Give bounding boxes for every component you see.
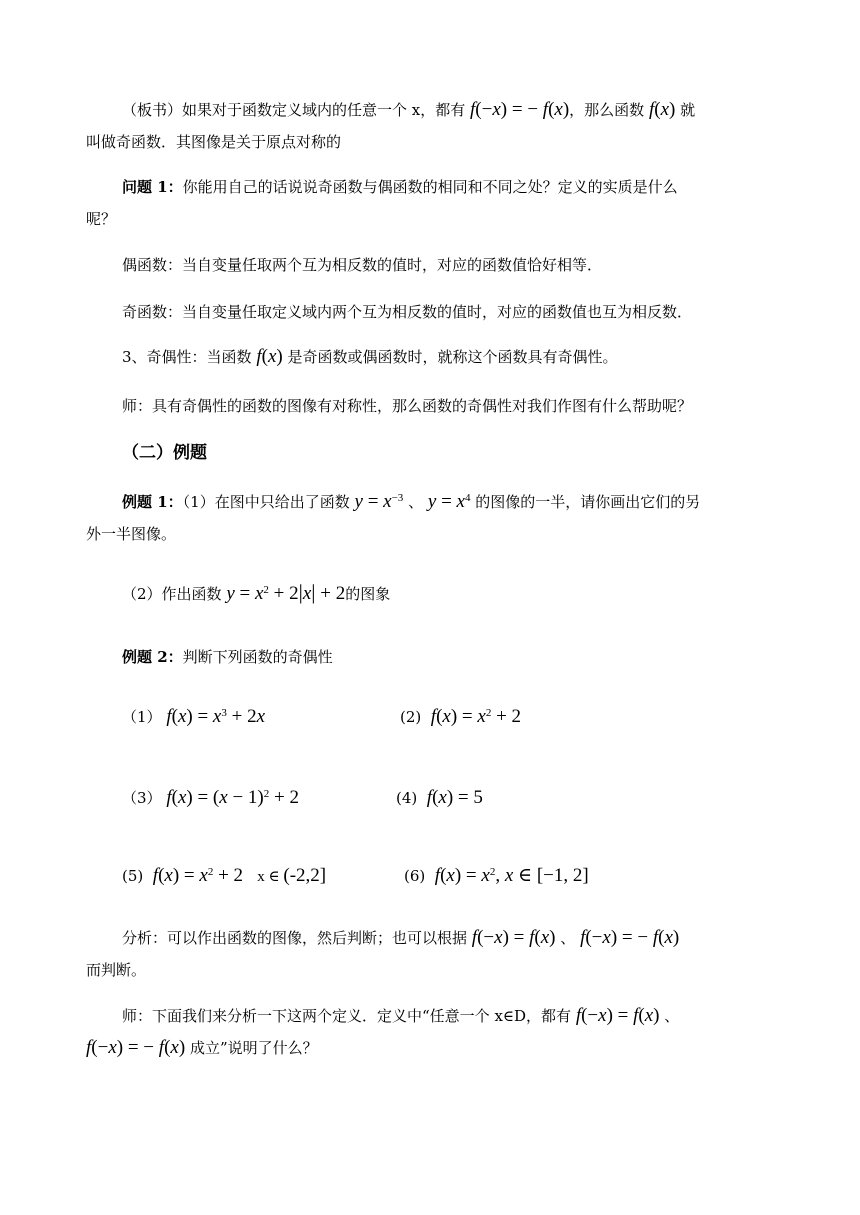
text: 就 bbox=[680, 101, 696, 119]
question-1-line-2: 呢？ bbox=[86, 210, 117, 228]
example-1-part-2 bbox=[122, 580, 822, 606]
odd-function-description: 奇函数：当自变量任取定义域内两个互为相反数的值时，对应的函数值也互为相反数． bbox=[122, 303, 693, 321]
problem-row-3 bbox=[122, 864, 422, 889]
problem-row-2-right bbox=[396, 786, 776, 810]
separator: 、 bbox=[664, 1007, 680, 1025]
text: 的图像的一半，请你画出它们的另 bbox=[475, 493, 701, 511]
formula-fx: f(x) bbox=[648, 99, 676, 120]
problem-row-1-right bbox=[400, 705, 780, 729]
text: 3、奇偶性：当函数 bbox=[122, 348, 252, 366]
definition-line-1 bbox=[122, 98, 822, 122]
analysis-line-2: 而判断。 bbox=[86, 961, 147, 979]
formula-fx: f(x) bbox=[256, 346, 283, 367]
text: 成立”说明了什么？ bbox=[189, 1039, 318, 1057]
text: 是奇函数或偶函数时，就称这个函数具有奇偶性。 bbox=[287, 348, 618, 366]
definition-line-2: 叫做奇函数．其图像是关于原点对称的 bbox=[86, 133, 342, 151]
text: 判断下列函数的奇偶性 bbox=[182, 648, 333, 666]
analysis-line-1 bbox=[122, 926, 822, 950]
teacher-question-2-line-2 bbox=[86, 1036, 786, 1060]
question-1-label: 问题 1： bbox=[122, 178, 183, 196]
problem-row-3-right bbox=[404, 864, 784, 888]
text: 分析：可以作出函数的图像，然后判断；也可以根据 bbox=[122, 929, 468, 947]
teacher-question-2-line-1 bbox=[122, 1004, 822, 1028]
formula-problem-2: $f(x) = x^2 + 2$ bbox=[430, 706, 522, 727]
problem-number-6: (6) bbox=[404, 867, 426, 885]
example-2-label: 例题 2： bbox=[122, 648, 183, 666]
formula-problem-3: $f(x) = (x - 1)^2 + 2$ bbox=[166, 787, 299, 808]
problem-number-5: (5) bbox=[122, 867, 144, 885]
problem-number-1: （1） bbox=[122, 708, 162, 726]
text: （板书）如果对于函数定义域内的任意一个 x，都有 bbox=[122, 101, 466, 119]
formula-odd-definition: f(−x) = − f(x) bbox=[470, 99, 570, 120]
text: （1）在图中只给出了函数 bbox=[182, 493, 350, 511]
text: （2）作出函数 bbox=[122, 585, 222, 603]
question-1-line-1 bbox=[122, 175, 822, 199]
formula-x-4: $y = x^4$ bbox=[427, 491, 471, 512]
example-1-label: 例题 1： bbox=[122, 493, 183, 511]
example-2-line bbox=[122, 645, 822, 669]
separator: 、 bbox=[408, 493, 424, 511]
formula-problem-5: $f(x) = x^2 + 2$ x ∈ (-2,2] bbox=[152, 865, 327, 886]
teacher-question-1: 师：具有奇偶性的函数的图像有对称性，那么函数的奇偶性对我们作图有什么帮助呢？ bbox=[122, 397, 693, 415]
formula-even-condition: f(−x) = f(x) bbox=[471, 927, 556, 948]
formula-even-condition: f(−x) = f(x) bbox=[575, 1005, 660, 1026]
formula-odd-condition: f(−x) = − f(x) bbox=[86, 1037, 186, 1058]
formula-x-minus-3: $y = x^{-3}$ bbox=[354, 491, 404, 512]
formula-problem-1: $f(x) = x^3 + 2x$ bbox=[166, 706, 266, 727]
section-heading-examples: （二）例题 bbox=[122, 443, 207, 463]
formula-problem-6: $f(x) = x^2$, x ∈ [−1, 2] bbox=[434, 865, 589, 886]
formula-abs-function: $y = x^2 + 2|x| + 2$ bbox=[226, 580, 346, 604]
text: 你能用自己的话说说奇函数与偶函数的相同和不同之处？定义的实质是什么 bbox=[182, 178, 678, 196]
problem-number-2: (2) bbox=[400, 708, 422, 726]
text: ，那么函数 bbox=[569, 101, 645, 119]
text: 师：下面我们来分析一下这两个定义．定义中“任意一个 x∈D，都有 bbox=[122, 1007, 572, 1025]
example-1-line-2: 外一半图像。 bbox=[86, 525, 177, 543]
separator: 、 bbox=[560, 929, 576, 947]
parity-definition bbox=[122, 345, 822, 369]
problem-number-3: （3） bbox=[122, 789, 162, 807]
problem-number-4: (4) bbox=[396, 789, 418, 807]
formula-odd-condition: f(−x) = − f(x) bbox=[580, 927, 680, 948]
example-1-line-1 bbox=[122, 490, 822, 514]
text: 的图象 bbox=[345, 585, 391, 603]
formula-problem-4: f(x) = 5 bbox=[426, 787, 483, 808]
even-function-description: 偶函数：当自变量任取两个互为相反数的值时，对应的函数值恰好相等． bbox=[122, 256, 603, 274]
